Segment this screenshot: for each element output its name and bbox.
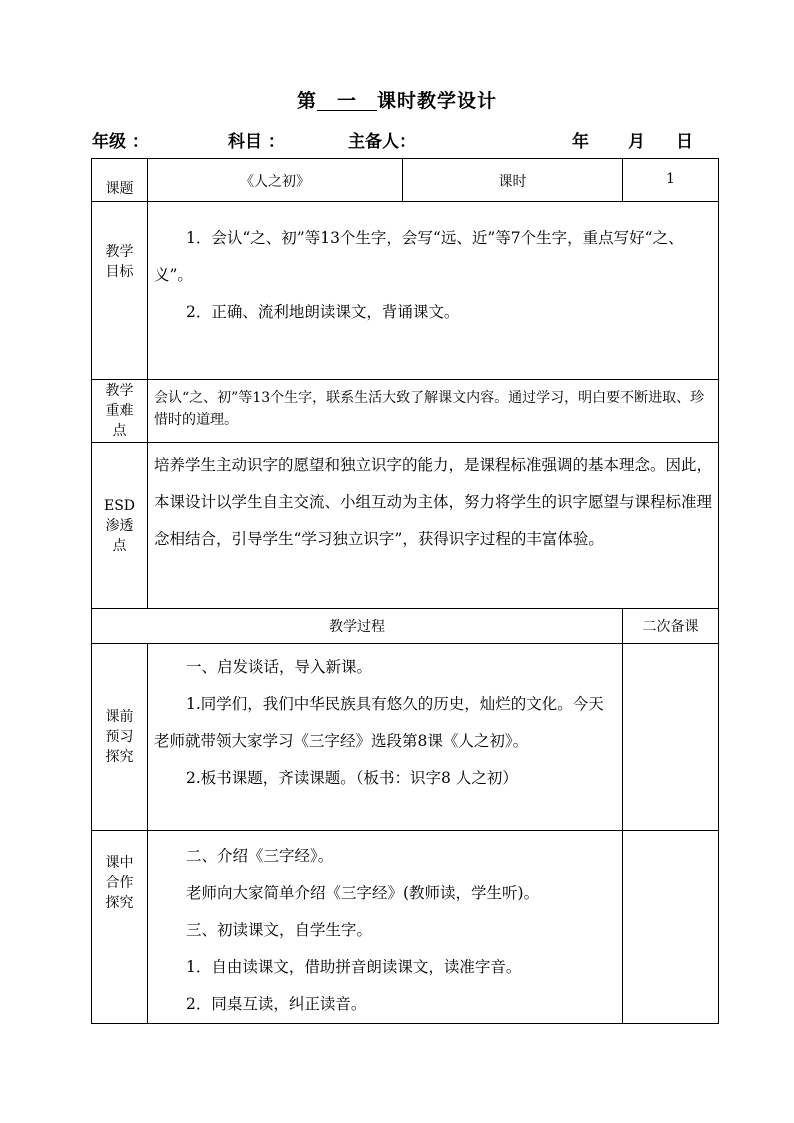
in-class-p1: 二、介绍《三字经》。 xyxy=(186,847,334,865)
in-class-second-prep xyxy=(623,831,719,1024)
topic-label: 课题 xyxy=(92,159,148,202)
esd-label-line2: 渗透 xyxy=(105,517,134,534)
pre-class-p1: 一、启发谈话，导入新课。 xyxy=(186,658,373,676)
esd-label-line3: 点 xyxy=(112,537,127,554)
in-class-p3: 三、初读课文，自学生字。 xyxy=(186,921,373,939)
topic-value: 《人之初》 xyxy=(148,159,403,202)
month-label: 月 xyxy=(628,132,645,152)
process-header: 教学过程 xyxy=(92,609,623,644)
pre-class-label xyxy=(92,644,148,831)
objectives-label-line2: 目标 xyxy=(105,264,134,280)
pre-class-label-line3: 探究 xyxy=(105,749,134,765)
pre-class-content xyxy=(148,644,623,831)
second-prep-header: 二次备课 xyxy=(623,609,719,644)
in-class-p5: 2．同桌互读，纠正读音。 xyxy=(186,995,367,1013)
pre-class-p2: 1.同学们，我们中华民族具有悠久的历史，灿烂的文化。今天老师就带领大家学习《三字经》选段第8课《人之初》。 xyxy=(154,695,604,750)
pre-class-row xyxy=(92,644,719,831)
key-points-text: 会认“之、初”等13个生字，联系生活大致了解课文内容。通过学习，明白要不断进取、珍惜时的道理。 xyxy=(154,390,705,428)
in-class-label-line1: 课中 xyxy=(105,855,134,871)
key-points-row xyxy=(92,380,719,443)
in-class-label-line3: 探究 xyxy=(105,895,134,911)
topic-row xyxy=(92,159,719,202)
process-header-row xyxy=(92,609,719,644)
title-number: 一 xyxy=(317,92,377,111)
esd-text: 培养学生主动识字的愿望和独立识字的能力，是课程标准强调的基本理念。因此，本课设计以学生自主交流、小组互动为主体，努力将学生的识字愿望与课程标准理念相结合，引导学生“学习独立识字”，获得识字过程的丰富体验。 xyxy=(154,456,713,548)
page-title xyxy=(0,86,794,113)
info-header xyxy=(0,127,794,151)
key-points-label-line1: 教学 xyxy=(105,383,134,399)
key-points-content xyxy=(148,380,719,443)
esd-label xyxy=(92,443,148,609)
in-class-label xyxy=(92,831,148,1024)
esd-label-line1: ESD xyxy=(103,497,136,514)
key-points-label-line3: 点 xyxy=(112,423,127,439)
year-label: 年 xyxy=(572,132,589,152)
title-suffix: 课时教学设计 xyxy=(377,90,498,112)
in-class-content xyxy=(148,831,623,1024)
lesson-plan-table xyxy=(91,158,719,1024)
esd-content xyxy=(148,443,719,609)
period-value: 1 xyxy=(623,159,719,202)
objectives-label-line1: 教学 xyxy=(105,244,134,260)
pre-class-p3: 2.板书课题，齐读课题。（板书：识字8 人之初） xyxy=(186,769,518,787)
period-label: 课时 xyxy=(403,159,623,202)
objectives-row xyxy=(92,202,719,380)
title-prefix: 第 xyxy=(296,90,317,112)
grade-label: 年级 ： xyxy=(92,132,149,152)
pre-class-label-line2: 预习 xyxy=(105,729,134,745)
in-class-p2: 老师向大家简单介绍《三字经》(教师读，学生听)。 xyxy=(186,884,540,902)
key-points-label xyxy=(92,380,148,443)
objectives-content xyxy=(148,202,719,380)
objective-item-1: 1．会认“之、初”等13个生字，会写“远、近”等7个生字，重点写好“之、义”。 xyxy=(154,229,684,284)
objective-item-2: 2．正确、流利地朗读课文，背诵课文。 xyxy=(186,303,460,321)
subject-label: 科目 ： xyxy=(228,132,285,152)
pre-class-label-line1: 课前 xyxy=(105,709,134,725)
objectives-label xyxy=(92,202,148,380)
author-label: 主备人： xyxy=(348,132,416,152)
esd-row xyxy=(92,443,719,609)
in-class-row xyxy=(92,831,719,1024)
key-points-label-line2: 重难 xyxy=(105,403,134,419)
in-class-label-line2: 合作 xyxy=(105,875,134,891)
pre-class-second-prep xyxy=(623,644,719,831)
day-label: 日 xyxy=(676,132,693,152)
in-class-p4: 1．自由读课文，借助拼音朗读课文，读准字音。 xyxy=(186,958,522,976)
